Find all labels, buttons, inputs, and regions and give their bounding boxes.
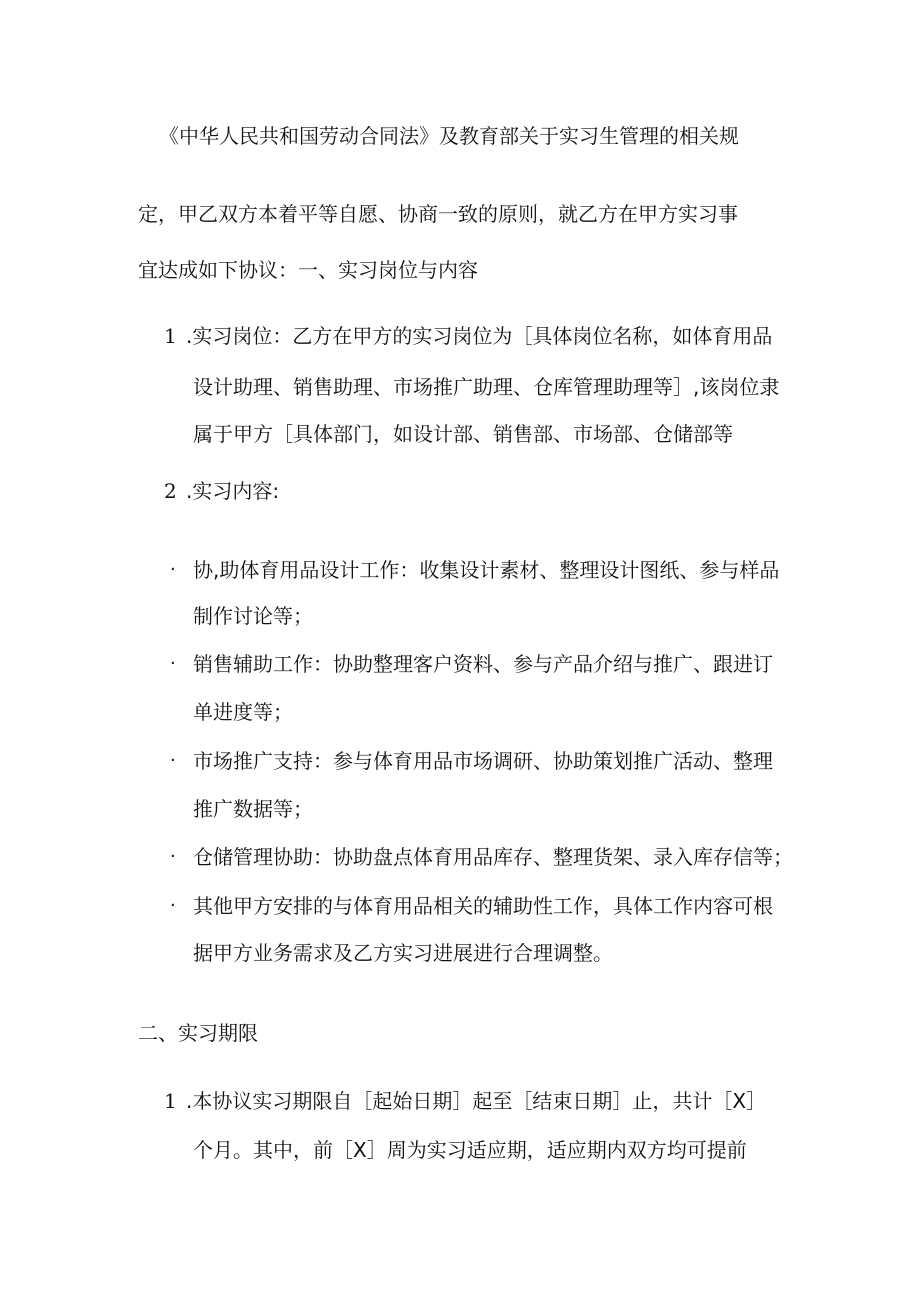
bullet-line: 制作讨论等； <box>193 604 313 628</box>
item-number: 2 <box>164 479 177 503</box>
item-number: 1 <box>164 1089 177 1113</box>
bullet-line: 单进度等； <box>193 700 293 724</box>
bullet-dot: · <box>170 895 176 916</box>
bullet-dot: · <box>170 559 176 580</box>
term-line-1: .本协议实习期限自［起始日期］起至［结束日期］止，共计［X］ <box>186 1089 767 1113</box>
bullet-line: 销售辅助工作：协助整理客户资料、参与产品介绍与推广、跟进订 <box>193 652 773 676</box>
bullet-line: 推广数据等； <box>193 797 313 821</box>
job-content-heading: .实习内容: <box>186 479 280 503</box>
bullet-dot: · <box>170 750 176 771</box>
bullet-line: 其他甲方安排的与体育用品相关的辅助性工作，具体工作内容可根 <box>193 894 773 918</box>
bullet-line: 据甲方业务需求及乙方实习进展进行合理调整。 <box>193 941 613 965</box>
bullet-line: 市场推广支持：参与体育用品市场调研、协助策划推广活动、整理 <box>193 749 773 773</box>
bullet-line: 协,助体育用品设计工作：收集设计素材、整理设计图纸、参与样品 <box>193 558 780 582</box>
job-position-line-2: 设计助理、销售助理、市场推广助理、仓库管理助理等］,该岗位隶 <box>193 375 780 399</box>
job-position-line-3: 属于甲方［具体部门，如设计部、销售部、市场部、仓储部等 <box>193 422 733 446</box>
intro-line-2: 定，甲乙双方本着平等自愿、协商一致的原则，就乙方在甲方实习事 <box>138 202 738 226</box>
job-position-line-1: .实习岗位：乙方在甲方的实习岗位为［具体岗位名称，如体育用品 <box>186 324 773 348</box>
section-2-heading: 二、实习期限 <box>138 1021 258 1045</box>
term-line-2: 个月。其中，前［X］周为实习适应期，适应期内双方均可提前 <box>193 1138 747 1162</box>
bullet-line: 仓储管理协助：协助盘点体育用品库存、整理货架、录入库存信等； <box>193 845 793 869</box>
intro-line-1: 《中华人民共和国劳动合同法》及教育部关于实习生管理的相关规 <box>159 124 739 148</box>
intro-line-3: 宜达成如下协议：一、实习岗位与内容 <box>138 258 478 282</box>
item-number: 1 <box>164 324 177 348</box>
bullet-dot: · <box>170 653 176 674</box>
bullet-dot: · <box>170 846 176 867</box>
